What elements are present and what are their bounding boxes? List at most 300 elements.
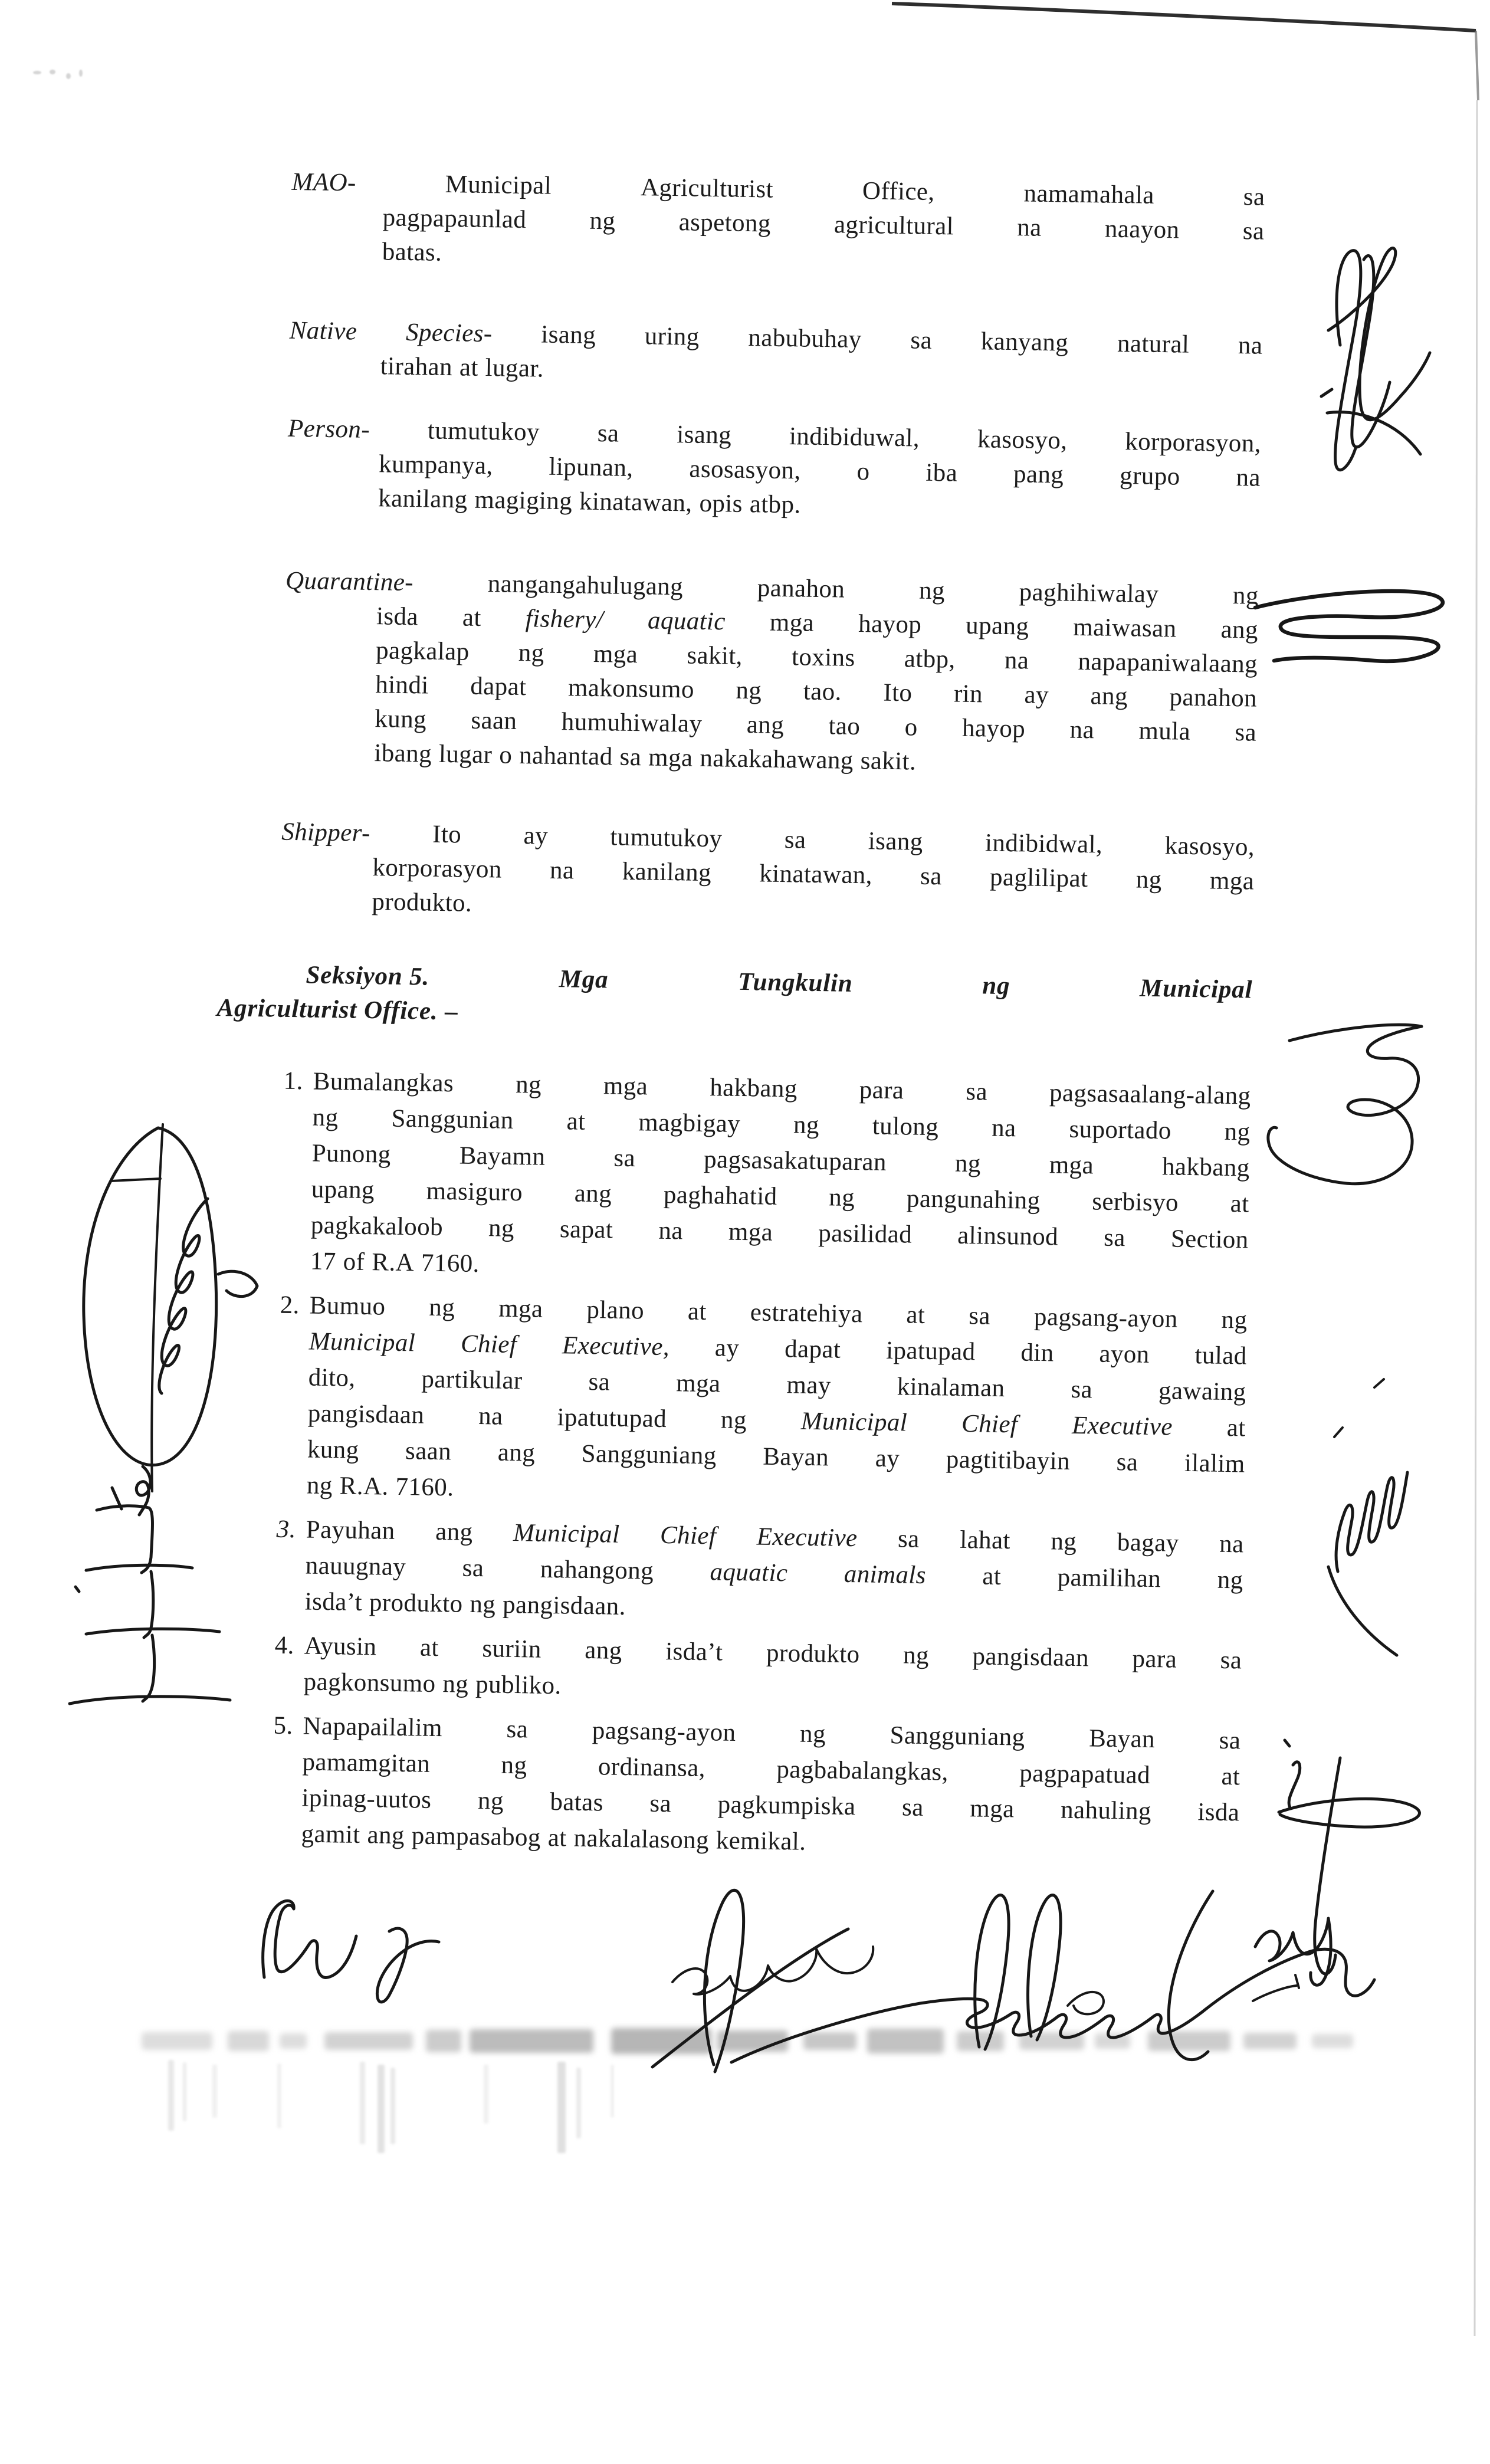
word: Ayusin	[304, 1632, 377, 1661]
word: Section	[1170, 1225, 1249, 1254]
word: magiging	[474, 485, 573, 516]
ghost-word-smudge	[717, 2030, 788, 2052]
word: ng	[1224, 1117, 1251, 1146]
word: sa	[462, 1554, 484, 1583]
word: mga	[969, 1794, 1015, 1823]
scan-speck	[50, 70, 55, 74]
word: ng	[442, 1670, 469, 1698]
word: sa	[901, 1793, 924, 1822]
word: pampasabog	[411, 1822, 541, 1852]
word: Mga	[559, 965, 609, 994]
word: Chief	[460, 1330, 517, 1359]
word: humuhiwalay	[561, 708, 703, 738]
word: aspetong	[678, 208, 772, 238]
word: magbigay	[638, 1108, 741, 1138]
word: mga	[1209, 867, 1255, 895]
definition-person	[225, 411, 1262, 530]
word: mga	[498, 1294, 543, 1323]
word: at	[566, 1107, 586, 1136]
word: sa	[619, 743, 642, 772]
word: sa	[920, 862, 943, 891]
word: Napapailalim	[303, 1712, 443, 1743]
ghost-word-smudge	[957, 2031, 1004, 2051]
duty-item-5	[204, 1707, 1241, 1867]
word: Agriculturist	[216, 994, 357, 1024]
word: rin	[953, 680, 983, 708]
word: uring	[644, 322, 700, 351]
word: gamit	[301, 1820, 360, 1849]
word: sa	[613, 1144, 636, 1173]
word: fishery/	[525, 605, 604, 634]
word: na	[1069, 716, 1095, 744]
word: Bumalangkas	[313, 1067, 454, 1098]
word: ay	[714, 1334, 740, 1362]
word: aquatic	[710, 1558, 788, 1587]
word: mula	[1138, 717, 1191, 746]
word: kung	[374, 705, 427, 734]
word: lugar.	[485, 354, 544, 383]
word: pagbabalangkas,	[776, 1756, 949, 1786]
word: atbp,	[904, 645, 956, 674]
word: namamahala	[1023, 179, 1155, 209]
word: suriin	[482, 1635, 542, 1664]
word: sa	[784, 826, 806, 854]
word: Chief	[961, 1409, 1018, 1439]
word: publiko.	[475, 1671, 562, 1700]
word: upang	[965, 611, 1029, 641]
word: pagsang-ayon	[1033, 1302, 1178, 1333]
word: nauugnay	[305, 1551, 406, 1582]
word: sa	[1243, 183, 1265, 211]
word: at	[1221, 1762, 1240, 1791]
word: ng	[720, 1406, 747, 1435]
word: paglilipat	[989, 863, 1088, 893]
word: Office,	[862, 177, 935, 206]
word: ng	[1221, 1305, 1248, 1334]
word: mga	[603, 1072, 648, 1101]
word: sa	[897, 1525, 920, 1553]
word: nakakahawang	[700, 744, 854, 775]
word: saan	[405, 1437, 452, 1466]
word: kinalaman	[897, 1373, 1005, 1403]
definition-shipper	[218, 814, 1255, 933]
word: ang	[585, 1636, 623, 1665]
word: sa	[588, 1367, 611, 1396]
definition-quarantine	[221, 563, 1259, 785]
word: Executive	[756, 1523, 858, 1553]
word: masiguro	[426, 1177, 523, 1207]
word: Punong	[311, 1139, 391, 1169]
word: hayop	[858, 610, 922, 639]
word: ipinag-uutos	[301, 1784, 432, 1814]
word: at	[906, 1301, 925, 1329]
ghost-vertical-bar	[390, 2068, 395, 2144]
word: ipatutupad	[557, 1403, 667, 1433]
section-heading	[216, 957, 1253, 1042]
ghost-word-smudge	[228, 2031, 269, 2051]
signature-right-margin-flourish	[1268, 1025, 1422, 1183]
word: na	[658, 1216, 684, 1245]
ghost-vertical-bar	[611, 2065, 614, 2118]
word: Bayan	[1088, 1724, 1156, 1754]
word: isang	[540, 320, 596, 349]
word: ng	[793, 1111, 820, 1140]
word: ng	[918, 576, 946, 605]
ghost-vertical-bar	[484, 2065, 488, 2124]
word: hakbang	[709, 1074, 798, 1103]
word: opis	[699, 489, 743, 518]
word: pagsang-ayon	[592, 1717, 736, 1747]
list-number: 1.	[283, 1067, 304, 1095]
word: pangisdaan	[307, 1399, 425, 1429]
word: ordinansa,	[598, 1753, 706, 1783]
word: ilalim	[1184, 1449, 1246, 1478]
word: ng	[1217, 1566, 1243, 1594]
word: pangisdaan.	[502, 1590, 626, 1621]
word: sa	[969, 1302, 991, 1330]
word: may	[786, 1371, 832, 1400]
word: Ito	[432, 820, 462, 849]
word: na	[1219, 1530, 1244, 1559]
word: ang	[435, 1517, 473, 1546]
word: para	[1132, 1645, 1177, 1674]
word: Seksiyon 5.	[306, 961, 430, 991]
word: Native	[289, 316, 357, 346]
word: pamamgitan	[302, 1748, 431, 1778]
ghost-vertical-bar	[183, 2062, 186, 2121]
ghost-vertical-bar	[557, 2062, 566, 2153]
word: tulad	[1194, 1341, 1247, 1370]
list-number: 2.	[280, 1291, 300, 1320]
word: sakit,	[687, 641, 743, 670]
word: na	[549, 856, 575, 885]
word: isda’t	[665, 1638, 723, 1666]
word: sa	[1071, 1375, 1093, 1404]
word: ng	[518, 638, 545, 667]
word: na	[1236, 464, 1261, 492]
word: mga	[1049, 1151, 1094, 1180]
word: plano	[586, 1295, 645, 1325]
word: Quarantine-	[285, 566, 414, 597]
word: ng	[515, 1070, 542, 1099]
ghost-word-smudge	[1148, 2031, 1230, 2051]
list-number: 3.	[276, 1515, 297, 1544]
signature-bottom-left-small	[263, 1901, 439, 2002]
word: kung	[307, 1435, 359, 1464]
word: at	[1230, 1190, 1249, 1218]
word: mga	[648, 743, 693, 772]
word: kanilang	[622, 857, 712, 887]
word: at	[459, 353, 479, 382]
word: kumpanya,	[378, 450, 493, 480]
word: gawaing	[1158, 1377, 1246, 1406]
word: at	[462, 603, 482, 632]
word: Sangguniang	[890, 1721, 1025, 1751]
word: Species-	[405, 318, 493, 348]
word: nabubuhay	[748, 324, 862, 354]
word: alinsunod	[957, 1221, 1059, 1251]
ghost-word-smudge	[1019, 2032, 1084, 2050]
word: produkto	[369, 1589, 463, 1618]
word: korporasyon,	[1124, 428, 1262, 458]
word: isda	[376, 602, 419, 631]
word: Payuhan	[306, 1515, 396, 1545]
word: pagtitibayin	[946, 1445, 1071, 1475]
ghost-word-smudge	[867, 2029, 944, 2053]
word: ng	[1135, 865, 1162, 894]
word: nakalalasong	[573, 1824, 710, 1855]
scribble-loops-right-of-quarantine	[1255, 591, 1443, 661]
word: 7160.	[395, 1472, 454, 1502]
word: Chief	[659, 1521, 717, 1550]
word: ay	[875, 1444, 900, 1473]
word: o	[856, 457, 870, 486]
word: at	[419, 1633, 439, 1662]
word: paghihiwalay	[1019, 578, 1159, 608]
word: aquatic	[647, 606, 726, 636]
word: tumutukoy	[427, 416, 540, 447]
word: at	[982, 1562, 1002, 1591]
word: saan	[471, 706, 517, 735]
word: Municipal	[308, 1327, 416, 1357]
word: tao	[828, 712, 861, 741]
ghost-word-smudge	[280, 2033, 307, 2049]
word: sa	[1219, 1726, 1241, 1755]
word: Office.	[363, 996, 438, 1025]
ghost-word-smudge	[324, 2032, 413, 2050]
word: pasilidad	[818, 1219, 913, 1249]
word: agricultural	[833, 211, 954, 241]
ghost-vertical-bar	[360, 2062, 365, 2144]
word: sa	[649, 1789, 672, 1818]
word: upang	[311, 1175, 375, 1205]
word: panahon	[1169, 683, 1258, 713]
word: hayop	[961, 714, 1026, 743]
word: natural	[1117, 329, 1190, 359]
word: ng	[954, 1149, 982, 1178]
word: ang	[367, 1821, 405, 1850]
word: sa	[1220, 1646, 1242, 1675]
word: dito,	[308, 1363, 356, 1392]
word: sapat	[559, 1215, 613, 1244]
word: kemikal.	[716, 1826, 806, 1856]
word: serbisyo	[1091, 1187, 1179, 1217]
word: pangunahing	[906, 1185, 1041, 1215]
word: pagkonsumo	[303, 1668, 436, 1698]
word: ng	[982, 972, 1010, 1000]
ghost-word-smudge	[470, 2029, 593, 2053]
signature-right-margin-cursive	[1328, 1379, 1407, 1655]
word: ng	[902, 1641, 930, 1670]
word: kasosyo,	[1164, 832, 1255, 861]
word: iba	[925, 458, 958, 487]
word: sakit.	[860, 747, 917, 776]
word: pang	[1013, 460, 1064, 489]
word: pagsasaalang-alang	[1049, 1079, 1251, 1110]
word: Municipal	[445, 170, 552, 200]
word: para	[859, 1076, 904, 1105]
word: na	[1238, 332, 1263, 360]
word: lugar	[438, 740, 493, 769]
word: R.A.	[339, 1472, 389, 1501]
ghost-vertical-bar	[277, 2063, 281, 2128]
word: atbp.	[749, 490, 801, 519]
word: ang	[497, 1438, 536, 1467]
word: hindi	[375, 671, 429, 700]
word: kinatawan,	[759, 859, 873, 890]
word: ng	[1232, 581, 1259, 610]
word: ng	[306, 1471, 333, 1500]
ghost-word-smudge	[142, 2032, 212, 2050]
ghost-word-smudge	[803, 2032, 856, 2050]
word: 7160.	[421, 1249, 480, 1278]
ghost-vertical-bar	[576, 2068, 581, 2138]
word: sa	[966, 1077, 988, 1106]
word: panahon	[757, 574, 845, 603]
word: ang	[746, 711, 785, 740]
word: of	[343, 1248, 365, 1276]
word: dapat	[784, 1335, 841, 1364]
scan-speck	[33, 71, 41, 74]
word: Executive	[1071, 1411, 1173, 1441]
word: mga	[593, 639, 638, 669]
scan-speck	[79, 70, 83, 77]
word: mga	[769, 608, 815, 637]
ghost-word-smudge	[1243, 2033, 1297, 2049]
word: Municipal	[1139, 974, 1253, 1004]
word: R.A	[371, 1248, 415, 1277]
word: ng	[429, 1293, 455, 1322]
ghost-word-smudge	[1312, 2034, 1353, 2048]
word: Agriculturist	[640, 173, 774, 204]
word: at	[1226, 1413, 1246, 1442]
word: naayon	[1104, 215, 1180, 244]
scan-speck	[66, 73, 71, 79]
word: ng	[736, 676, 762, 705]
word: Shipper-	[281, 818, 371, 848]
word: na	[1016, 214, 1042, 242]
word: o	[498, 741, 513, 769]
word: isang	[868, 827, 923, 856]
word: ng	[1051, 1527, 1077, 1556]
word: ng	[501, 1751, 527, 1780]
ghost-word-smudge	[611, 2028, 711, 2054]
word: na	[1004, 646, 1029, 675]
word: indibiduwal,	[789, 422, 920, 452]
word: produkto	[766, 1639, 860, 1669]
document-body-text	[204, 164, 1265, 1866]
word: Tungkulin	[737, 967, 853, 998]
word: na	[991, 1114, 1016, 1143]
word: 17	[310, 1247, 337, 1276]
word: pamilihan	[1057, 1563, 1161, 1593]
word: lahat	[959, 1525, 1011, 1555]
word: korporasyon	[372, 854, 503, 884]
word: ay	[1024, 681, 1049, 710]
word: bagay	[1117, 1528, 1179, 1557]
word: –	[445, 998, 459, 1026]
word: sa	[1235, 718, 1257, 747]
word: kasosyo,	[977, 425, 1068, 455]
ghost-vertical-bar	[212, 2065, 217, 2118]
ghost-vertical-bar	[168, 2060, 174, 2131]
word: isda’t	[304, 1587, 363, 1616]
word: indibidwal,	[984, 829, 1103, 859]
word: ng	[470, 1590, 496, 1619]
word: paghahatid	[663, 1180, 777, 1210]
ghost-word-smudge	[426, 2030, 461, 2052]
ghost-vertical-bar	[378, 2065, 385, 2153]
word: ayon	[1099, 1340, 1150, 1369]
word: na	[478, 1402, 503, 1431]
list-number: 4.	[274, 1631, 295, 1660]
word: ang	[574, 1179, 612, 1208]
word: at	[547, 1823, 567, 1852]
word: Ito	[883, 678, 913, 707]
duty-item-4	[206, 1626, 1242, 1715]
word: pagkalap	[375, 636, 470, 666]
word: sa	[1116, 1448, 1138, 1477]
word: pagpapatuad	[1019, 1759, 1151, 1790]
word: Sangguniang	[581, 1439, 717, 1470]
word: kanilang	[378, 484, 468, 514]
word: ng	[589, 206, 616, 235]
word: mga	[728, 1218, 773, 1246]
word: ng	[477, 1787, 504, 1815]
word: Executive,	[562, 1331, 670, 1361]
word: tumutukoy	[610, 823, 723, 853]
word: pagkumpiska	[717, 1790, 856, 1821]
word: toxins	[791, 643, 855, 672]
word: ang	[1220, 615, 1259, 644]
word: grupo	[1119, 461, 1180, 491]
word: ng	[799, 1720, 826, 1748]
word: tao.	[803, 677, 842, 706]
word: Bumuo	[309, 1291, 386, 1321]
word: pagsasakatuparan	[703, 1146, 887, 1176]
word: isang	[676, 421, 732, 450]
word: pagkakaloob	[310, 1211, 444, 1242]
word: tirahan	[380, 352, 453, 382]
word: lipunan,	[549, 452, 634, 482]
word: pangisdaan	[972, 1642, 1089, 1672]
word: hakbang	[1161, 1153, 1250, 1182]
word: partikular	[421, 1365, 523, 1395]
word: batas	[550, 1788, 604, 1817]
word: ipatupad	[885, 1336, 976, 1366]
word: dapat	[470, 672, 527, 701]
word: tulong	[872, 1112, 939, 1141]
word: ibang	[374, 739, 432, 768]
word: napapaniwalaang	[1078, 647, 1258, 678]
word: din	[1020, 1338, 1054, 1367]
ghost-text-artifact	[142, 2025, 1374, 2058]
word: sa	[597, 419, 619, 448]
ghost-word-smudge	[1095, 2033, 1130, 2049]
word: asosasyon,	[689, 455, 801, 485]
word: estratehiya	[750, 1298, 863, 1328]
word: suportado	[1069, 1115, 1172, 1145]
word: kanyang	[980, 327, 1069, 357]
word: maiwasan	[1073, 613, 1177, 643]
word: sa	[506, 1715, 529, 1744]
word: o	[904, 713, 918, 742]
word: nahuling	[1060, 1796, 1152, 1826]
word: MAO-	[291, 168, 357, 197]
word: nahantad	[518, 742, 613, 771]
word: sa	[1103, 1223, 1126, 1252]
word: animals	[844, 1560, 927, 1590]
